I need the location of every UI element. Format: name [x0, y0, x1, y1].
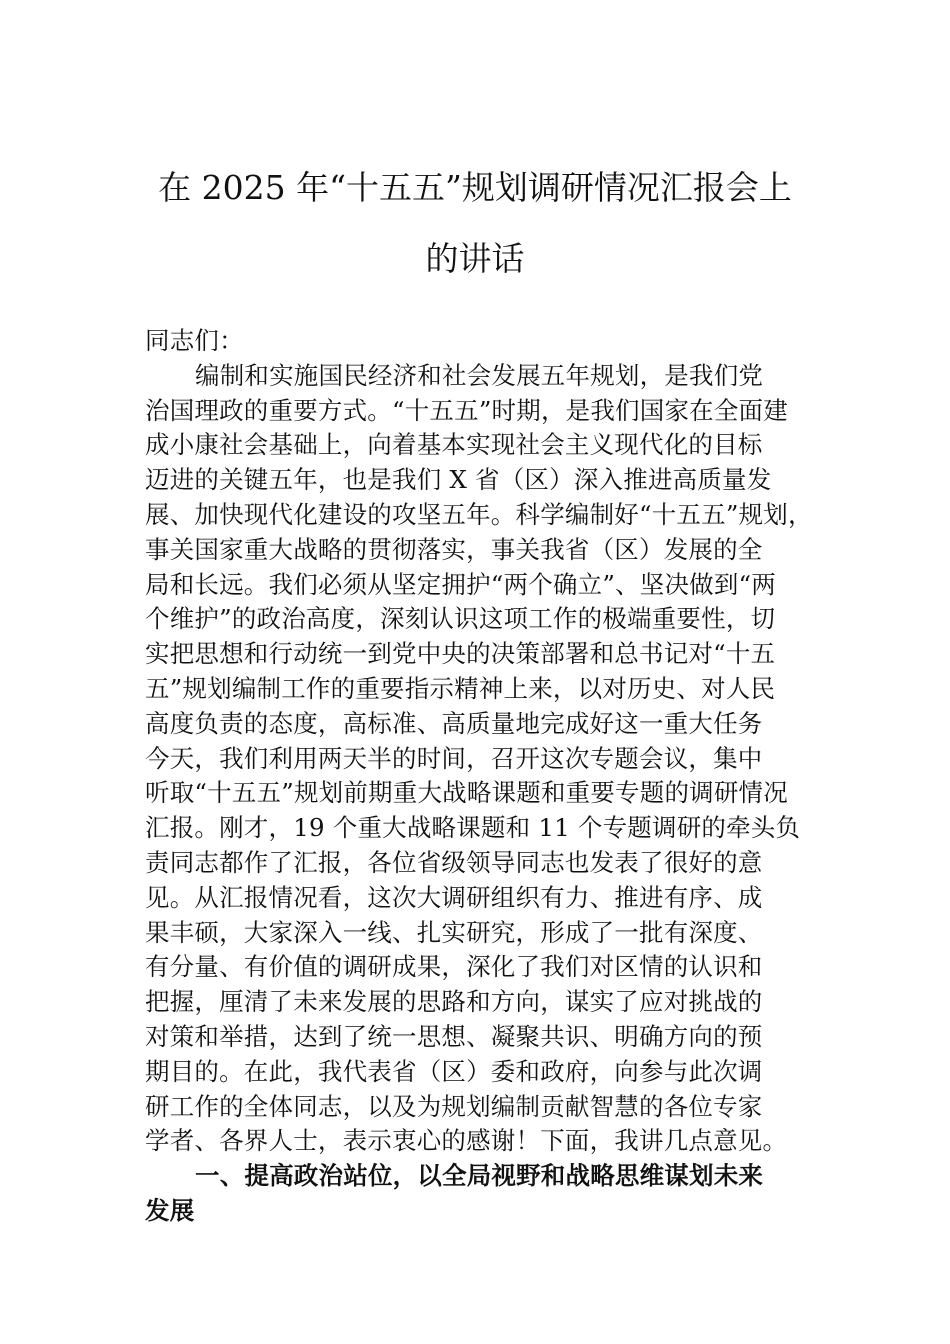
paragraph-line: 有分量、有价值的调研成果，深化了我们对区情的认识和 [145, 952, 763, 982]
section-heading-line: 一、提高政治站位，以全局视野和战略思维谋划未来 [195, 1161, 764, 1191]
paragraph-line: 学者、各界人士，表示衷心的感谢！下面，我讲几点意见。 [145, 1126, 788, 1156]
paragraph-line: 责同志都作了汇报，各位省级领导同志也发表了很好的意 [145, 847, 763, 877]
paragraph-line: 果丰硕，大家深入一线、扎实研究，形成了一批有深度、 [145, 917, 763, 947]
paragraph-line: 事关国家重大战略的贯彻落实，事关我省（区）发展的全 [145, 534, 763, 564]
paragraph-line: 对策和举措，达到了统一思想、凝聚共识、明确方向的预 [145, 1021, 763, 1051]
paragraph-line: 局和长远。我们必须从坚定拥护“两个确立”、坚决做到“两 [145, 569, 776, 599]
paragraph-line: 听取“十五五”规划前期重大战略课题和重要专题的调研情况 [145, 778, 788, 808]
paragraph-line: 高度负责的态度，高标准、高质量地完成好这一重大任务 [145, 708, 763, 738]
paragraph-line: 今天，我们利用两天半的时间，召开这次专题会议，集中 [145, 743, 763, 773]
paragraph-line: 个维护”的政治高度，深刻认识这项工作的极端重要性，切 [145, 604, 776, 634]
paragraph-line: 把握，厘清了未来发展的思路和方向，谋实了应对挑战的 [145, 987, 763, 1017]
paragraph-line: 实把思想和行动统一到党中央的决策部署和总书记对“十五 [145, 639, 776, 669]
paragraph-line: 成小康社会基础上，向着基本实现社会主义现代化的目标 [145, 430, 763, 460]
speech-body [145, 324, 845, 1229]
salutation: 同志们： [145, 326, 244, 355]
paragraph-line: 迈进的关键五年，也是我们 X 省（区）深入推进高质量发 [145, 465, 772, 495]
paragraph-line: 治国理政的重要方式。“十五五”时期，是我们国家在全面建 [145, 395, 788, 425]
paragraph-line: 研工作的全体同志，以及为规划编制贡献智慧的各位专家 [145, 1091, 763, 1121]
section-heading-line: 发展 [145, 1195, 195, 1225]
paragraph-line: 见。从汇报情况看，这次大调研组织有力、推进有序、成 [145, 882, 763, 912]
document-title-line-2: 的讲话 [425, 239, 525, 278]
document-title-line-1: 在 2025 年“十五五”规划调研情况汇报会上 [158, 168, 792, 207]
paragraph-line: 期目的。在此，我代表省（区）委和政府，向参与此次调 [145, 1056, 763, 1086]
paragraph-line: 五”规划编制工作的重要指示精神上来，以对历史、对人民 [145, 673, 776, 703]
paragraph-line: 汇报。刚才，19 个重大战略课题和 11 个专题调研的牵头负 [145, 813, 801, 843]
paragraph-line: 编制和实施国民经济和社会发展五年规划，是我们党 [195, 360, 764, 390]
paragraph-line: 展、加快现代化建设的攻坚五年。科学编制好“十五五”规划， [145, 499, 813, 529]
